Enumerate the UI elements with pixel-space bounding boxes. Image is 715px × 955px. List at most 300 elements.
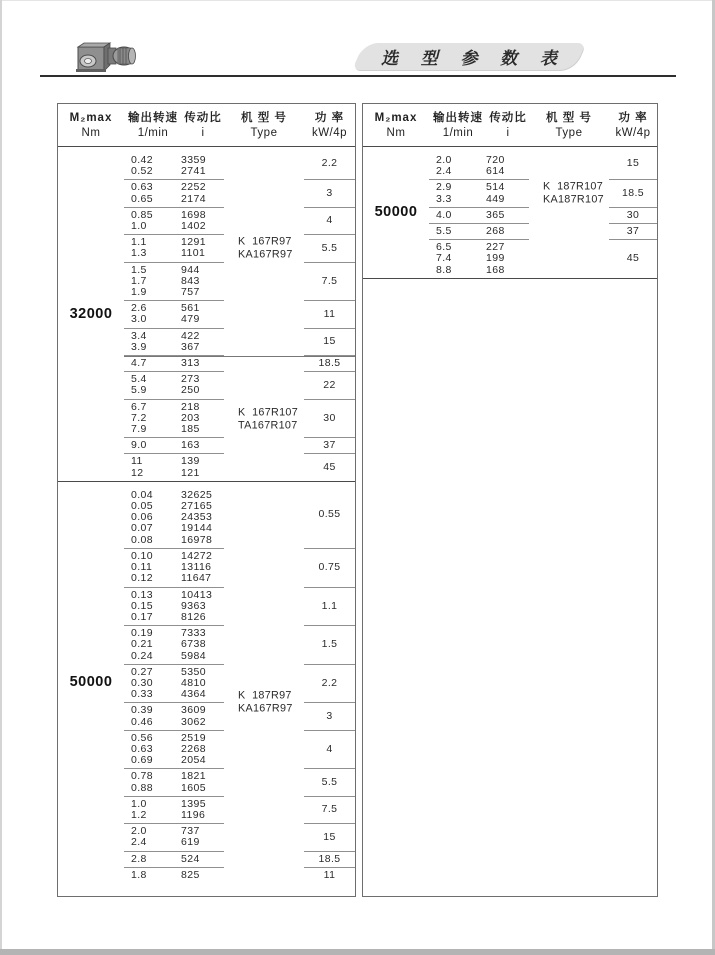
ratio-value: 365 bbox=[486, 208, 505, 221]
speed-value: 0.11 bbox=[131, 561, 153, 574]
m2max-cell bbox=[58, 852, 124, 868]
speed-ratio-cell bbox=[124, 263, 224, 302]
speed-ratio-cell bbox=[124, 769, 224, 796]
ratio-values bbox=[181, 265, 224, 299]
ratio-values bbox=[486, 226, 529, 237]
power-cell bbox=[609, 224, 657, 240]
type-cell bbox=[224, 482, 304, 549]
power-cell bbox=[609, 240, 657, 278]
type-label-line: KA187R107 bbox=[543, 193, 604, 206]
power-cell bbox=[304, 329, 355, 356]
power-cell bbox=[304, 665, 355, 704]
speed-values bbox=[124, 590, 181, 624]
ratio-value: 367 bbox=[181, 340, 200, 353]
ratio-value: 10413 bbox=[181, 588, 213, 601]
speed-value: 1.3 bbox=[131, 247, 147, 260]
column-header-speed bbox=[429, 112, 487, 139]
table-row bbox=[58, 731, 355, 770]
m2max-cell bbox=[363, 147, 429, 180]
m2max-cell bbox=[58, 731, 124, 770]
power-value: 3 bbox=[326, 187, 333, 199]
type-cell bbox=[224, 356, 304, 372]
speed-value: 0.46 bbox=[131, 715, 154, 728]
ratio-values bbox=[181, 374, 224, 396]
column-header-m2max bbox=[363, 112, 429, 139]
type-cell bbox=[224, 208, 304, 235]
speed-value: 0.05 bbox=[131, 500, 154, 513]
column-unit: Type bbox=[555, 126, 583, 139]
table-row bbox=[58, 626, 355, 665]
ratio-values bbox=[181, 590, 224, 624]
ratio-value: 614 bbox=[486, 165, 505, 178]
speed-value: 0.42 bbox=[131, 154, 154, 166]
type-cell bbox=[224, 769, 304, 796]
speed-values bbox=[124, 667, 181, 701]
ratio-value: 13116 bbox=[181, 561, 212, 574]
type-cell bbox=[224, 301, 304, 328]
speed-value: 3.0 bbox=[131, 313, 147, 326]
speed-ratio-cell bbox=[429, 208, 529, 224]
speed-value: 0.69 bbox=[131, 754, 154, 767]
power-value: 37 bbox=[626, 225, 640, 238]
ratio-value: 218 bbox=[181, 400, 200, 413]
table-row bbox=[58, 824, 355, 851]
speed-ratio-cell bbox=[124, 626, 224, 665]
ratio-value: 121 bbox=[181, 466, 200, 479]
gearmotor-photo bbox=[74, 39, 138, 75]
speed-values bbox=[124, 331, 181, 353]
ratio-values bbox=[181, 771, 224, 793]
ratio-values bbox=[181, 870, 224, 881]
type-cell bbox=[224, 797, 304, 824]
power-cell bbox=[304, 703, 355, 730]
m2max-cell bbox=[58, 482, 124, 549]
power-cell bbox=[304, 868, 355, 883]
speed-value: 2.0 bbox=[436, 154, 452, 166]
type-cell bbox=[224, 454, 304, 480]
ratio-value: 1395 bbox=[181, 797, 206, 810]
column-label: 机 型 号 bbox=[241, 111, 287, 124]
power-cell bbox=[304, 852, 355, 868]
speed-value: 1.8 bbox=[131, 868, 147, 881]
m2max-label: 32000 bbox=[69, 305, 113, 322]
ratio-value: 9363 bbox=[181, 599, 206, 612]
speed-values bbox=[124, 265, 181, 299]
ratio-values bbox=[181, 628, 224, 662]
m2max-cell bbox=[363, 224, 429, 240]
table-row bbox=[58, 588, 355, 627]
ratio-value: 27165 bbox=[181, 500, 213, 513]
ratio-value: 2519 bbox=[181, 731, 206, 744]
column-label: 功 率 bbox=[314, 111, 345, 124]
type-cell bbox=[224, 263, 304, 302]
power-value: 45 bbox=[626, 252, 640, 265]
table-row bbox=[58, 868, 355, 883]
table-header bbox=[363, 104, 657, 147]
ratio-value: 1196 bbox=[181, 808, 206, 821]
table-section bbox=[58, 147, 355, 481]
ratio-value: 19144 bbox=[181, 522, 213, 535]
ratio-value: 561 bbox=[181, 302, 200, 315]
ratio-values bbox=[181, 826, 224, 848]
ratio-value: 843 bbox=[181, 274, 200, 287]
speed-value: 0.52 bbox=[131, 165, 154, 178]
speed-values bbox=[429, 210, 486, 221]
ratio-value: 524 bbox=[181, 852, 200, 865]
m2max-cell bbox=[363, 180, 429, 207]
table-row bbox=[58, 180, 355, 207]
table-row bbox=[58, 263, 355, 302]
table-row bbox=[363, 224, 657, 240]
speed-value: 0.65 bbox=[131, 192, 154, 205]
speed-values bbox=[429, 182, 486, 204]
speed-value: 1.1 bbox=[131, 236, 147, 249]
power-value: 15 bbox=[323, 335, 336, 348]
ratio-value: 227 bbox=[486, 241, 505, 254]
speed-values bbox=[124, 374, 181, 396]
table-row bbox=[58, 482, 355, 549]
type-cell bbox=[224, 626, 304, 665]
m2max-label: 50000 bbox=[374, 204, 418, 221]
column-unit: i bbox=[201, 126, 205, 139]
power-cell bbox=[609, 208, 657, 224]
speed-value: 6.5 bbox=[436, 241, 452, 254]
speed-values bbox=[124, 826, 181, 848]
type-label-line: K 167R107 bbox=[238, 406, 299, 418]
power-value: 18.5 bbox=[318, 357, 341, 370]
table-row bbox=[58, 769, 355, 796]
m2max-cell bbox=[58, 797, 124, 824]
speed-values bbox=[124, 303, 181, 325]
type-label-line: K 167R97 bbox=[238, 235, 292, 247]
type-cell bbox=[224, 549, 304, 588]
speed-value: 1.0 bbox=[131, 220, 147, 233]
table-row bbox=[58, 356, 355, 372]
ratio-value: 449 bbox=[486, 192, 505, 205]
m2max-cell bbox=[58, 372, 124, 399]
ratio-value: 5984 bbox=[181, 649, 206, 662]
m2max-cell bbox=[58, 208, 124, 235]
speed-values bbox=[429, 242, 486, 276]
ratio-value: 422 bbox=[181, 329, 200, 342]
ratio-values bbox=[181, 854, 224, 865]
column-unit: Nm bbox=[386, 126, 406, 139]
table-row bbox=[363, 147, 657, 180]
ratio-values bbox=[181, 799, 224, 821]
power-cell bbox=[304, 769, 355, 796]
ratio-value: 32625 bbox=[181, 488, 213, 501]
table-row bbox=[58, 438, 355, 454]
m2max-cell bbox=[363, 208, 429, 224]
speed-values bbox=[124, 237, 181, 259]
column-unit: Type bbox=[250, 126, 278, 139]
ratio-value: 11647 bbox=[181, 572, 212, 585]
ratio-values bbox=[181, 402, 224, 436]
speed-values bbox=[124, 490, 181, 546]
column-unit: 1/min bbox=[442, 126, 474, 139]
ratio-values bbox=[181, 733, 224, 767]
power-value: 15 bbox=[626, 156, 640, 169]
column-unit: Nm bbox=[81, 126, 101, 139]
speed-ratio-cell bbox=[124, 549, 224, 588]
speed-value: 6.7 bbox=[131, 400, 147, 413]
column-label: 输出转速 bbox=[128, 111, 178, 124]
m2max-cell bbox=[58, 703, 124, 730]
m2max-cell bbox=[58, 588, 124, 627]
speed-ratio-cell bbox=[124, 180, 224, 207]
speed-ratio-cell bbox=[124, 438, 224, 454]
m2max-cell bbox=[58, 626, 124, 665]
speed-value: 0.17 bbox=[131, 610, 154, 623]
type-label bbox=[238, 406, 298, 433]
speed-values bbox=[124, 402, 181, 436]
speed-values bbox=[124, 456, 181, 478]
type-cell bbox=[224, 852, 304, 868]
speed-value: 2.9 bbox=[436, 181, 452, 194]
ratio-values bbox=[181, 155, 224, 177]
ratio-value: 2054 bbox=[181, 754, 206, 767]
table-section bbox=[58, 481, 355, 883]
speed-ratio-cell bbox=[124, 329, 224, 356]
page-edge-top bbox=[0, 0, 715, 1]
ratio-values bbox=[181, 490, 224, 546]
ratio-value: 757 bbox=[181, 286, 200, 299]
ratio-values bbox=[181, 667, 224, 701]
ratio-value: 2268 bbox=[181, 742, 206, 755]
column-label: 输出转速 bbox=[433, 111, 483, 124]
speed-value: 0.30 bbox=[131, 676, 154, 689]
selection-table-left bbox=[57, 103, 356, 897]
speed-ratio-cell bbox=[124, 356, 224, 372]
speed-value: 1.0 bbox=[131, 797, 147, 810]
ratio-values bbox=[181, 358, 224, 369]
ratio-values bbox=[486, 182, 529, 204]
power-value: 5.5 bbox=[321, 241, 338, 254]
speed-value: 2.4 bbox=[436, 165, 452, 178]
type-label-line: K 187R97 bbox=[238, 689, 292, 702]
power-value: 22 bbox=[323, 378, 336, 391]
ratio-value: 185 bbox=[181, 423, 200, 436]
type-cell bbox=[224, 824, 304, 851]
power-cell bbox=[304, 731, 355, 770]
ratio-values bbox=[181, 237, 224, 259]
ratio-value: 6738 bbox=[181, 638, 206, 651]
table-row bbox=[58, 703, 355, 730]
power-cell bbox=[304, 549, 355, 588]
ratio-values bbox=[181, 210, 224, 232]
power-value: 11 bbox=[323, 307, 336, 320]
speed-values bbox=[124, 182, 181, 204]
type-label-line: K 187R107 bbox=[543, 180, 604, 192]
power-value: 2.2 bbox=[321, 156, 338, 169]
page-title-banner bbox=[352, 43, 586, 70]
speed-values bbox=[124, 440, 181, 451]
type-label bbox=[238, 235, 293, 262]
type-cell bbox=[529, 208, 609, 224]
ratio-value: 514 bbox=[486, 181, 505, 194]
table-row bbox=[58, 797, 355, 824]
ratio-value: 199 bbox=[486, 252, 505, 265]
type-cell bbox=[224, 329, 304, 356]
ratio-values bbox=[181, 331, 224, 353]
type-label-line: TA167R107 bbox=[238, 419, 298, 432]
table-row bbox=[363, 180, 657, 207]
speed-ratio-cell bbox=[124, 372, 224, 399]
speed-ratio-cell bbox=[124, 731, 224, 770]
power-cell bbox=[304, 263, 355, 302]
table-row bbox=[58, 454, 355, 480]
m2max-cell bbox=[58, 769, 124, 796]
table-row bbox=[363, 240, 657, 278]
ratio-value: 2174 bbox=[181, 192, 206, 205]
speed-values bbox=[124, 799, 181, 821]
type-cell bbox=[529, 224, 609, 240]
ratio-values bbox=[486, 155, 529, 177]
power-cell bbox=[304, 372, 355, 399]
speed-value: 8.8 bbox=[436, 263, 452, 276]
m2max-cell bbox=[58, 356, 124, 372]
power-cell bbox=[304, 588, 355, 627]
speed-value: 9.0 bbox=[131, 439, 147, 452]
ratio-value: 619 bbox=[181, 836, 200, 849]
type-cell bbox=[224, 588, 304, 627]
m2max-cell bbox=[363, 240, 429, 278]
ratio-value: 273 bbox=[181, 373, 200, 386]
ratio-value: 3609 bbox=[181, 704, 206, 717]
speed-value: 3.3 bbox=[436, 192, 452, 205]
power-value: 18.5 bbox=[318, 852, 341, 865]
ratio-value: 720 bbox=[486, 154, 505, 166]
power-cell bbox=[304, 208, 355, 235]
speed-values bbox=[124, 210, 181, 232]
m2max-cell bbox=[58, 180, 124, 207]
type-cell bbox=[224, 372, 304, 399]
speed-values bbox=[124, 733, 181, 767]
power-value: 7.5 bbox=[321, 803, 338, 816]
speed-ratio-cell bbox=[124, 482, 224, 549]
speed-values bbox=[124, 358, 181, 369]
table-row bbox=[58, 147, 355, 180]
m2max-cell bbox=[58, 824, 124, 851]
ratio-value: 479 bbox=[181, 313, 200, 326]
column-label: 传动比 bbox=[184, 111, 222, 124]
speed-value: 1.5 bbox=[131, 263, 147, 276]
m2max-cell bbox=[58, 400, 124, 439]
ratio-value: 16978 bbox=[181, 533, 213, 546]
speed-ratio-cell bbox=[124, 301, 224, 328]
speed-ratio-cell bbox=[124, 235, 224, 262]
speed-values bbox=[429, 155, 486, 177]
speed-value: 0.06 bbox=[131, 511, 154, 524]
speed-value: 0.21 bbox=[131, 638, 154, 651]
table-header bbox=[58, 104, 355, 147]
ratio-value: 2252 bbox=[181, 181, 206, 194]
speed-value: 2.6 bbox=[131, 302, 147, 315]
power-value: 37 bbox=[323, 439, 336, 452]
speed-value: 4.7 bbox=[131, 357, 147, 370]
column-header-ratio bbox=[487, 112, 529, 139]
ratio-value: 1101 bbox=[181, 247, 206, 260]
ratio-values bbox=[181, 456, 224, 478]
speed-value: 0.10 bbox=[131, 549, 154, 562]
ratio-value: 4364 bbox=[181, 688, 206, 701]
speed-value: 2.0 bbox=[131, 825, 147, 838]
speed-value: 0.12 bbox=[131, 572, 154, 585]
type-label bbox=[543, 180, 604, 207]
ratio-value: 737 bbox=[181, 825, 200, 838]
speed-value: 5.9 bbox=[131, 384, 147, 397]
column-header-speed bbox=[124, 112, 182, 139]
speed-value: 1.9 bbox=[131, 286, 147, 299]
power-cell bbox=[304, 482, 355, 549]
speed-value: 0.24 bbox=[131, 649, 154, 662]
ratio-value: 24353 bbox=[181, 511, 213, 524]
ratio-value: 313 bbox=[181, 357, 200, 370]
ratio-value: 1821 bbox=[181, 770, 206, 783]
speed-value: 0.19 bbox=[131, 627, 154, 640]
ratio-value: 944 bbox=[181, 263, 200, 276]
ratio-value: 3359 bbox=[181, 154, 206, 166]
speed-ratio-cell bbox=[124, 454, 224, 480]
speed-value: 0.56 bbox=[131, 731, 154, 744]
column-header-power bbox=[304, 112, 355, 139]
ratio-value: 1402 bbox=[181, 220, 206, 233]
m2max-cell bbox=[58, 438, 124, 454]
ratio-value: 4810 bbox=[181, 676, 206, 689]
speed-value: 2.8 bbox=[131, 852, 147, 865]
ratio-values bbox=[486, 210, 529, 221]
speed-value: 0.07 bbox=[131, 522, 154, 535]
power-value: 45 bbox=[323, 461, 336, 474]
speed-values bbox=[124, 870, 181, 881]
table-row bbox=[58, 372, 355, 399]
ratio-value: 8126 bbox=[181, 610, 206, 623]
speed-ratio-cell bbox=[124, 665, 224, 704]
speed-value: 2.4 bbox=[131, 836, 147, 849]
speed-ratio-cell bbox=[429, 240, 529, 278]
power-cell bbox=[304, 797, 355, 824]
empty-area bbox=[363, 278, 657, 896]
ratio-value: 268 bbox=[486, 225, 505, 238]
power-cell bbox=[304, 301, 355, 328]
speed-values bbox=[124, 771, 181, 793]
page-title: 选 型 参 数 表 bbox=[381, 49, 566, 68]
speed-value: 0.27 bbox=[131, 665, 154, 678]
ratio-value: 3062 bbox=[181, 715, 206, 728]
speed-ratio-cell bbox=[124, 868, 224, 883]
ratio-values bbox=[181, 303, 224, 325]
m2max-cell bbox=[58, 301, 124, 328]
power-value: 18.5 bbox=[621, 187, 645, 199]
table-row bbox=[58, 329, 355, 356]
speed-values bbox=[124, 628, 181, 662]
column-unit: kW/4p bbox=[311, 126, 348, 139]
column-label: 功 率 bbox=[618, 111, 648, 124]
power-cell bbox=[304, 626, 355, 665]
power-value: 0.75 bbox=[318, 561, 341, 574]
m2max-cell bbox=[58, 147, 124, 180]
speed-value: 0.13 bbox=[131, 588, 154, 601]
column-label: 传动比 bbox=[489, 111, 527, 124]
power-value: 1.1 bbox=[321, 599, 338, 612]
ratio-value: 5350 bbox=[181, 665, 206, 678]
power-cell bbox=[304, 180, 355, 207]
speed-value: 0.63 bbox=[131, 181, 154, 194]
power-value: 30 bbox=[626, 208, 640, 221]
speed-value: 12 bbox=[131, 466, 144, 479]
speed-ratio-cell bbox=[124, 852, 224, 868]
m2max-cell bbox=[58, 263, 124, 302]
